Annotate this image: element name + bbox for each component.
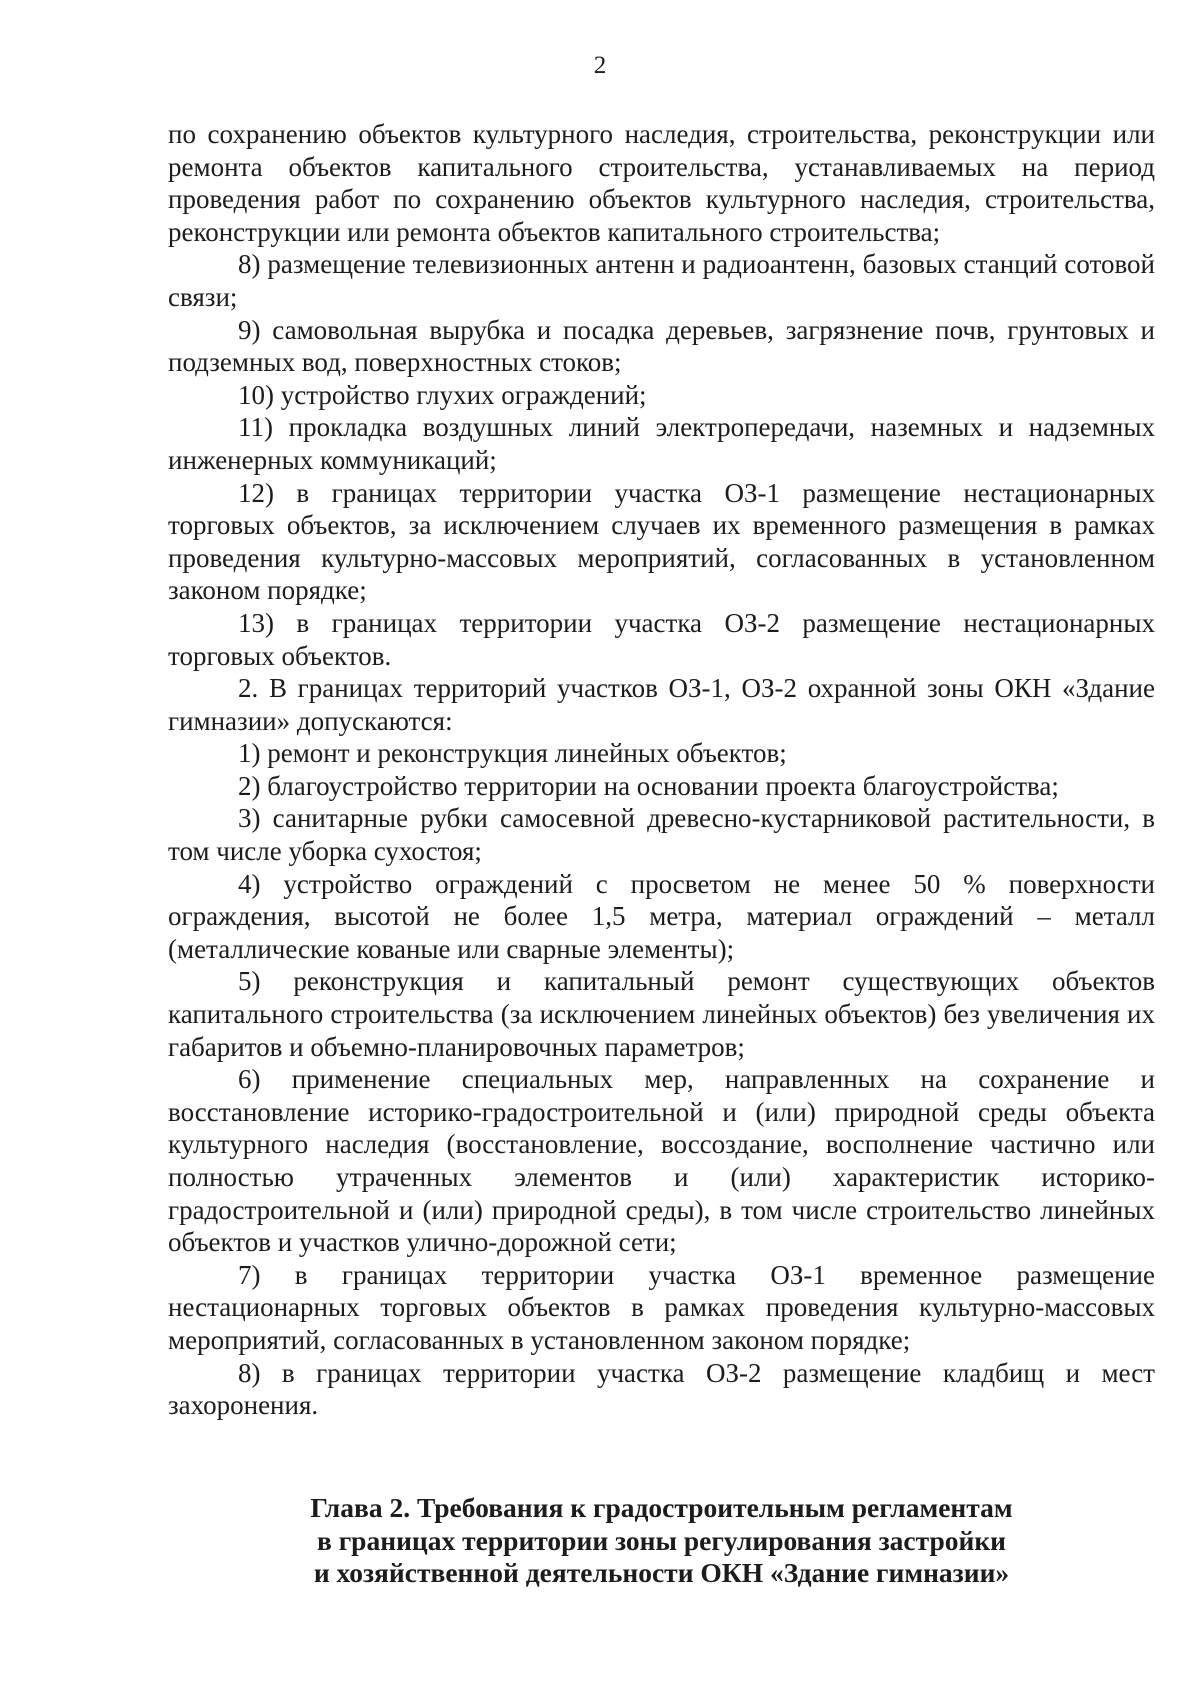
- paragraph: 5) реконструкция и капитальный ремонт существующих объектов капитального строительства (за исключением линейных объектов) без увеличения их габаритов и объемно-планировочных параметров;: [168, 966, 1155, 1062]
- paragraph: 7) в границах территории участка ОЗ-1 временное размещение нестационарных торговых объектов в рамках проведения культурно-массовых мероприятий, согласованных в установленном законом порядке;: [168, 1259, 1155, 1355]
- chapter-heading-line: и хозяйственной деятельности ОКН «Здание гимназии»: [313, 1557, 1010, 1589]
- paragraph: 3) санитарные рубки самосевной древесно-кустарниковой растительности, в том числе уборка сухостоя;: [168, 803, 1155, 867]
- chapter-heading-line: в границах территории зоны регулирования застройки: [316, 1524, 1007, 1556]
- paragraph: 1) ремонт и реконструкция линейных объектов;: [238, 738, 787, 769]
- paragraph: 11) прокладка воздушных линий электропередачи, наземных и надземных инженерных коммуникаций;: [168, 412, 1155, 475]
- chapter-heading-line: Глава 2. Требования к градостроительным регламентам: [310, 1492, 1013, 1523]
- paragraph: 2) благоустройство территории на основании проекта благоустройства;: [238, 770, 1059, 801]
- paragraph: 12) в границах территории участка ОЗ-1 размещение нестационарных торговых объектов, за исключением случаев их временного размещения в рамках проведения культурно-массовых мероприятий, согласованных в установленном законом порядке;: [168, 477, 1155, 606]
- document-body: [168, 118, 1155, 1422]
- paragraph: 10) устройство глухих ограждений;: [238, 379, 647, 410]
- paragraph: 13) в границах территории участка ОЗ-2 размещение нестационарных торговых объектов.: [168, 607, 1155, 671]
- paragraph: 8) размещение телевизионных антенн и радиоантенн, базовых станций сотовой связи;: [168, 249, 1155, 312]
- page-number: 2: [593, 52, 607, 79]
- paragraph: 2. В границах территорий участков ОЗ-1, ОЗ-2 охранной зоны ОКН «Здание гимназии» допускаются:: [168, 673, 1155, 736]
- paragraph: по сохранению объектов культурного наследия, строительства, реконструкции или ремонта объектов капитального строительства, устанавливаемых на период проведения работ по сохранению объектов культурного наследия, строительства, реконструкции или ремонта объектов капитального строительства;: [168, 119, 1155, 247]
- paragraph: 4) устройство ограждений с просветом не менее 50 % поверхности ограждения, высотой не более 1,5 метра, материал ограждений – металл (металлические кованые или сварные элементы);: [168, 868, 1155, 964]
- paragraph: 9) самовольная вырубка и посадка деревьев, загрязнение почв, грунтовых и подземных вод, поверхностных стоков;: [168, 314, 1155, 378]
- chapter-heading: [168, 1492, 1155, 1590]
- paragraph: 8) в границах территории участка ОЗ-2 размещение кладбищ и мест захоронения.: [168, 1357, 1155, 1421]
- paragraph: 6) применение специальных мер, направленных на сохранение и восстановление историко-градостроительной и (или) природной среды объекта культурного наследия (восстановление, воссоздание, восполнение частично или полностью утраченных элементов и (или) характеристик историко-градостроительной и (или) природной среды), в том числе строительство линейных объектов и участков улично-дорожной сети;: [168, 1064, 1155, 1258]
